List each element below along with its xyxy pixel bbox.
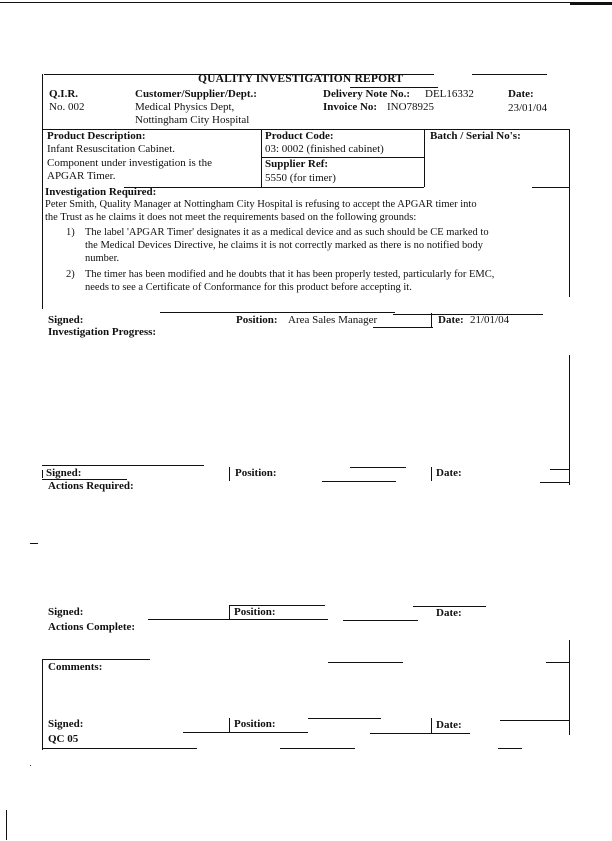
product-description-label: Product Description: <box>47 130 146 142</box>
ground-item-line: The timer has been modified and he doubts that it has been properly tested, particularly for EMC, <box>85 269 495 280</box>
sign-row-line <box>148 619 328 620</box>
form-code: QC 05 <box>48 733 79 745</box>
position-label: Position: <box>234 606 276 618</box>
customer-value-line2: Nottingham City Hospital <box>135 114 250 126</box>
date-divider <box>431 718 432 733</box>
batch-divider <box>424 129 425 187</box>
signed-label: Signed: <box>46 467 82 479</box>
form-right-border <box>569 355 570 485</box>
scan-artifact-line <box>30 543 38 544</box>
ground-item-line: number. <box>85 253 120 264</box>
comments-top-line <box>42 659 150 660</box>
investigation-intro-line1: Peter Smith, Quality Manager at Nottingham City Hospital is refusing to accept the APGAR timer into <box>45 199 477 210</box>
scan-artifact-line <box>6 810 7 840</box>
comments-top-line <box>546 662 570 663</box>
sign-row-line <box>370 733 470 734</box>
investigation-required-label: Investigation Required: <box>45 186 157 198</box>
qir-label: Q.I.R. <box>49 88 79 100</box>
form-bottom-border <box>42 748 197 749</box>
scan-artifact-line <box>570 3 612 5</box>
date-label: Date: <box>436 467 462 479</box>
position-divider <box>229 605 230 620</box>
sign-row-line <box>42 465 204 466</box>
customer-value-line1: Medical Physics Dept, <box>135 101 235 113</box>
scan-artifact-line <box>0 2 612 3</box>
delivery-note-value: DEL16332 <box>425 88 474 100</box>
sign-row-line <box>308 718 381 719</box>
supplier-ref-value: 5550 (for timer) <box>265 172 336 184</box>
signed-label: Signed: <box>48 606 84 618</box>
position-label: Position: <box>235 467 277 479</box>
product-code-label: Product Code: <box>265 130 334 142</box>
sign-row-line <box>160 312 395 313</box>
ground-item-line: the Medical Devices Directive, he claims it is not correctly marked as there is no notified body <box>85 240 483 251</box>
product-section-bottom <box>124 187 424 188</box>
actions-complete-label: Actions Complete: <box>48 621 136 633</box>
sign-row-line <box>500 720 570 721</box>
investigation-progress-label: Investigation Progress: <box>48 326 157 338</box>
delivery-note-label: Delivery Note No.: <box>323 88 411 100</box>
date-divider <box>431 313 432 327</box>
position-divider <box>229 718 230 733</box>
date-value: 21/01/04 <box>470 314 510 326</box>
sign-row-line <box>343 620 418 621</box>
sign-row-line <box>550 469 570 470</box>
scan-speck <box>30 765 31 766</box>
supplier-ref-label: Supplier Ref: <box>265 158 329 170</box>
date-label: Date: <box>438 314 464 326</box>
invoice-label: Invoice No: <box>323 101 378 113</box>
sign-row-line <box>322 481 396 482</box>
report-title: QUALITY INVESTIGATION REPORT <box>198 73 404 85</box>
report-date-value: 23/01/04 <box>508 102 548 114</box>
product-description-line1: Infant Resuscitation Cabinet. <box>47 143 175 155</box>
signed-label: Signed: <box>48 314 84 326</box>
product-section-bottom <box>532 187 570 188</box>
sign-row-line <box>540 482 570 483</box>
signed-label: Signed: <box>48 718 84 730</box>
sign-row-line <box>350 467 406 468</box>
comments-label: Comments: <box>48 661 103 673</box>
sign-row-line <box>373 327 433 328</box>
position-label: Position: <box>236 314 278 326</box>
position-divider <box>229 467 230 481</box>
qir-number: No. 002 <box>49 101 85 113</box>
product-description-line2: Component under investigation is the <box>47 157 212 169</box>
product-code-value: 03: 0002 (finished cabinet) <box>265 143 384 155</box>
report-date-label: Date: <box>508 88 534 100</box>
customer-label: Customer/Supplier/Dept.: <box>135 88 257 100</box>
ground-item-line: The label 'APGAR Timer' designates it as a medical device and as such should be CE marked to <box>85 227 489 238</box>
date-label: Date: <box>436 607 462 619</box>
form-left-border <box>42 470 43 478</box>
ground-item-line: needs to see a Certificate of Conformance for this product before accepting it. <box>85 282 412 293</box>
sign-row-line <box>183 732 308 733</box>
comments-top-line <box>328 662 403 663</box>
form-bottom-border <box>280 748 355 749</box>
ground-item-number: 2) <box>66 269 75 280</box>
date-label: Date: <box>436 719 462 731</box>
position-value: Area Sales Manager <box>288 314 378 326</box>
invoice-value: INO78925 <box>387 101 435 113</box>
product-code-divider <box>261 129 262 187</box>
form-left-border <box>42 660 43 750</box>
sign-row-line <box>393 314 543 315</box>
batch-serial-label: Batch / Serial No's: <box>430 130 521 142</box>
form-bottom-border <box>498 748 522 749</box>
form-left-border <box>42 74 43 309</box>
form-right-border <box>569 130 570 297</box>
ground-item-number: 1) <box>66 227 75 238</box>
header-top-border <box>472 74 547 75</box>
investigation-intro-line2: the Trust as he claims it does not meet the requirements based on the following grounds: <box>45 212 417 223</box>
date-divider <box>431 467 432 481</box>
product-description-line3: APGAR Timer. <box>47 170 116 182</box>
position-label: Position: <box>234 718 276 730</box>
actions-required-label: Actions Required: <box>48 480 134 492</box>
